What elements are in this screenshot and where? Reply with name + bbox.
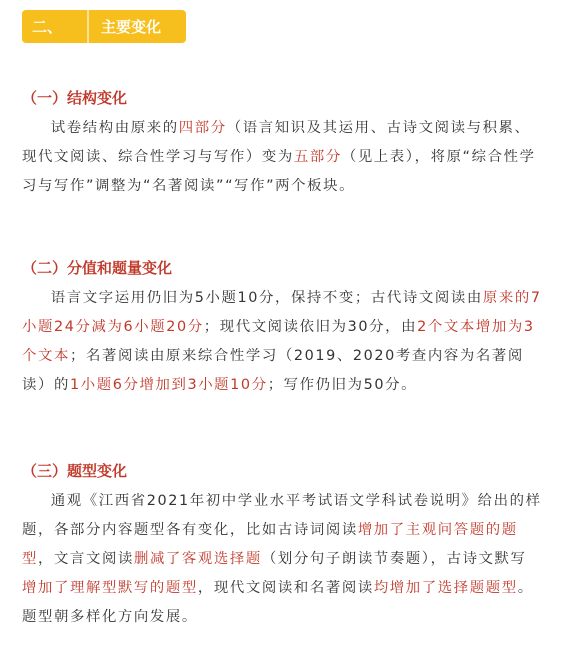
body-text: 语言文字运用仍旧为5小题10分，保持不变；古代诗文阅读由 (50, 290, 483, 306)
body-text: ；写作仍旧为50分。 (267, 377, 418, 393)
highlight-text: 1小题6分增加到3小题10分 (69, 377, 268, 393)
highlight-text: 均增加了选择题题型 (373, 580, 518, 596)
subsection-paragraph (22, 114, 542, 201)
banner-divider (87, 10, 89, 43)
body-text: 试卷结构由原来的 (50, 120, 179, 136)
subsection-heading: （一）结构变化 (22, 89, 128, 107)
highlight-text: 四部分 (178, 120, 227, 136)
subsection-score-count (22, 258, 542, 400)
subsection-heading: （三）题型变化 (22, 462, 128, 480)
highlight-text: 原来的7小题24分减为6小题20分 (22, 290, 542, 335)
subsection-heading: （二）分值和题量变化 (22, 259, 173, 277)
body-text: 。题型朝多样化方向发展。 (22, 580, 534, 625)
subsection-structure (22, 88, 542, 201)
section-number: 二、 (32, 18, 63, 36)
highlight-text: 五部分 (293, 149, 342, 165)
subsection-question-types (22, 461, 542, 632)
body-text: （语言知识及其运用、古诗文阅读与积累、现代文阅读、综合性学习与写作）变为 (22, 120, 531, 165)
highlight-text: 增加了理解型默写的题型 (22, 580, 198, 596)
body-text: ；名著阅读由原来综合性学习（2019、2020考查内容为名著阅读）的 (22, 348, 524, 393)
body-text: ，文言文阅读 (38, 551, 134, 567)
highlight-text: 删减了客观选择题 (133, 551, 262, 567)
body-text: （划分句子朗读节奏题），古诗文默写 (261, 551, 527, 567)
subsection-paragraph (22, 487, 542, 632)
body-text: ；现代文阅读依旧为30分，由 (203, 319, 418, 335)
body-text: （见上表），将原“综合性学习与写作”调整为“名著阅读”“写作”两个板块。 (22, 149, 536, 194)
highlight-text: 增加了主观问答题的题型 (22, 522, 518, 567)
section-banner (22, 10, 186, 43)
highlight-text: 2个文本增加为3个文本 (22, 319, 535, 364)
section-title: 主要变化 (101, 18, 162, 36)
body-text: ，现代文阅读和名著阅读 (197, 580, 374, 596)
subsection-paragraph (22, 284, 542, 400)
body-text: 通观《江西省2021年初中学业水平考试语文学科试卷说明》给出的样题，各部分内容题型各有变化，比如古诗词阅读 (22, 493, 542, 538)
